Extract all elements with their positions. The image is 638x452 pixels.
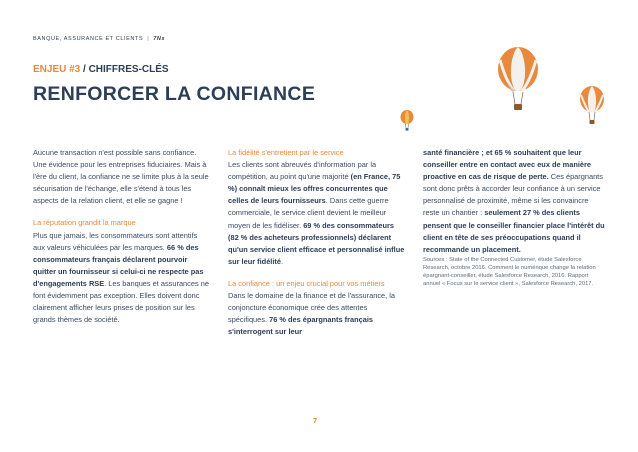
epargnants-text-1: Ces épargnants sont donc prêts à accorder leur confiance à un service personnalisé de proximité, même si les convaincre reste un chantier : (423, 172, 603, 218)
header-section: BANQUE, ASSURANCE ET CLIENTS (33, 36, 144, 42)
text-column-1 (33, 147, 211, 326)
kicker-rest: / CHIFFRES-CLÉS (80, 64, 169, 75)
fidelite-paragraph (228, 159, 406, 268)
fidelite-text-2: . Dans cette guerre commerciale, le service client devient le meilleur moyen de les fidéliser. (228, 196, 389, 230)
epargnants-highlight-1: santé financière ; et 65 % souhaitent que leur conseiller entre en contact avec eux de manière proactive en cas de risque de perte. (423, 148, 592, 182)
sources-note: Sources : State of the Connected Customer, étude Salesforce Research, octobre 2016. Comment le numérique change la relation épargnant-conseiller, étude Salesforce Research, 2016. Rapport annuel « Focus sur le service client », Salesforce Research, 2017. (423, 256, 596, 288)
reputation-text-1: Plus que jamais, les consommateurs sont attentifs aux valeurs véhiculées par les marques. (33, 230, 198, 252)
confiance-paragraph (228, 290, 406, 338)
hot-air-balloon-medium-icon (579, 86, 605, 130)
text-column-2 (228, 147, 406, 338)
reputation-paragraph (33, 230, 211, 327)
page-title: RENFORCER LA CONFIANCE (33, 83, 316, 105)
hot-air-balloon-large-icon (496, 46, 540, 118)
page-number: 7 (313, 416, 318, 425)
hot-air-balloon-small-icon (400, 110, 414, 134)
fidelite-highlight-1: (en France, 75 %) connaît mieux les offres concurrentes que celles de leurs fournisseurs (228, 172, 401, 206)
confiance-text-1: Dans le domaine de la finance et de l'assurance, la conjoncture économique crée des attentes spécifiques. (228, 291, 395, 325)
section-kicker (33, 64, 169, 75)
subheading-confiance: La confiance : un enjeu crucial pour vos métiers (228, 278, 385, 288)
intro-paragraph: Aucune transaction n'est possible sans confiance. Une évidence pour les entreprises fiduciaires. Mais à l'ère du client, la confiance ne se limite plus à la seule sécurisation de l'échange, elle s'étend à tous les aspects de la relation client, et elle se gagne ! (33, 148, 209, 206)
subheading-fidelite: La fidélité s'entretient par le service (228, 148, 344, 157)
fidelite-highlight-2: 69 % des consommateurs (82 % des acheteurs professionnels) déclarent qu'un service client efficace et personnalisé influe sur leur fidélité (228, 220, 405, 266)
epargnants-paragraph (423, 147, 605, 256)
subheading-reputation: La réputation grandit la marque (33, 218, 136, 228)
header-separator: | (147, 36, 150, 42)
reputation-highlight: 66 % des consommateurs français déclarent pourvoir quitter un fournisseur si celui-ci ne respecte pas d'engagements RSE (33, 242, 204, 288)
reputation-text-2: . Les banques et assurances ne font évidemment pas exception. Elles doivent donc clairement afficher leurs prises de position sur les grands thèmes de société. (33, 278, 209, 325)
fidelite-text-1: Les clients sont abreuvés d'information par la compétition, au point qu'une majorité (228, 160, 377, 182)
header-logo: 7Ns (153, 36, 166, 42)
text-column-3 (423, 147, 605, 289)
kicker-enjeu: ENJEU #3 (33, 64, 81, 75)
confiance-highlight: 76 % des épargnants français s'interrogent sur leur (228, 315, 374, 337)
epargnants-highlight-2: seulement 27 % des clients pensent que le conseiller financier place l'intérêt du client en tête de ses préoccupations quand il recommande un placement. (423, 208, 605, 254)
running-header (33, 36, 165, 42)
fidelite-text-3: . (280, 256, 284, 266)
